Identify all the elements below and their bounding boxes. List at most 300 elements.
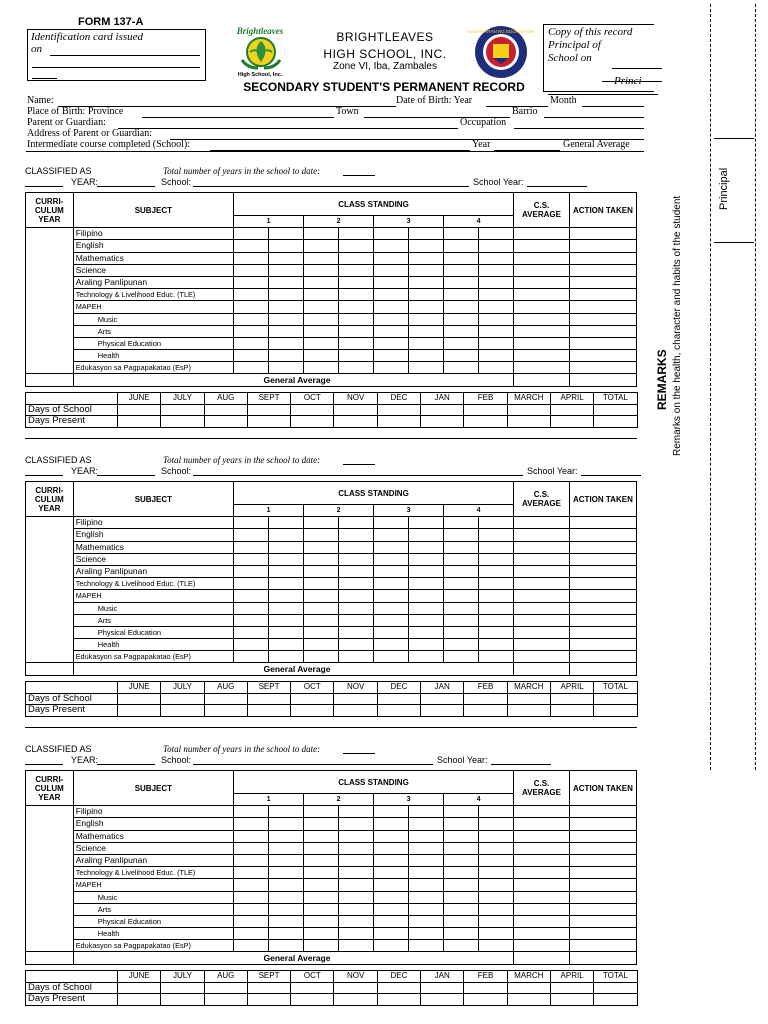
grade-cell[interactable] bbox=[514, 541, 570, 553]
grade-cell[interactable] bbox=[444, 590, 479, 602]
grade-cell[interactable] bbox=[304, 565, 339, 577]
grade-cell[interactable] bbox=[339, 830, 374, 842]
grade-cell[interactable] bbox=[444, 301, 479, 313]
grade-cell[interactable] bbox=[374, 529, 409, 541]
grade-cell[interactable] bbox=[374, 891, 409, 903]
id-line-3[interactable] bbox=[32, 78, 57, 79]
grade-cell[interactable] bbox=[269, 289, 304, 301]
grade-cell[interactable] bbox=[304, 337, 339, 349]
days-present-cell[interactable] bbox=[247, 416, 290, 428]
grade-cell[interactable] bbox=[304, 626, 339, 638]
grade-cell[interactable] bbox=[479, 350, 514, 362]
grade-cell[interactable] bbox=[374, 517, 409, 529]
grade-cell[interactable] bbox=[569, 276, 636, 288]
days-of-school-cell[interactable] bbox=[464, 404, 507, 416]
grade-cell[interactable] bbox=[444, 842, 479, 854]
days-of-school-cell[interactable] bbox=[204, 693, 247, 705]
grade-cell[interactable] bbox=[479, 879, 514, 891]
grade-cell[interactable] bbox=[304, 264, 339, 276]
grade-cell[interactable] bbox=[374, 276, 409, 288]
school-year-field[interactable] bbox=[491, 764, 551, 765]
grade-cell[interactable] bbox=[374, 867, 409, 879]
grade-cell[interactable] bbox=[374, 842, 409, 854]
grade-cell[interactable] bbox=[269, 362, 304, 374]
grade-cell[interactable] bbox=[304, 553, 339, 565]
grade-cell[interactable] bbox=[234, 940, 269, 952]
days-present-cell[interactable] bbox=[204, 705, 247, 717]
grade-cell[interactable] bbox=[374, 325, 409, 337]
grade-cell[interactable] bbox=[234, 228, 269, 240]
grade-cell[interactable] bbox=[339, 879, 374, 891]
days-present-cell[interactable] bbox=[550, 416, 593, 428]
grade-cell[interactable] bbox=[304, 651, 339, 663]
grade-cell[interactable] bbox=[304, 529, 339, 541]
days-present-cell[interactable] bbox=[377, 705, 420, 717]
grade-cell[interactable] bbox=[339, 517, 374, 529]
grade-cell[interactable] bbox=[409, 578, 444, 590]
grade-cell[interactable] bbox=[409, 228, 444, 240]
grade-cell[interactable] bbox=[514, 337, 570, 349]
grade-cell[interactable] bbox=[269, 313, 304, 325]
grade-cell[interactable] bbox=[444, 325, 479, 337]
grade-cell[interactable] bbox=[569, 313, 636, 325]
grade-cell[interactable] bbox=[409, 289, 444, 301]
grade-cell[interactable] bbox=[569, 517, 636, 529]
grade-cell[interactable] bbox=[304, 252, 339, 264]
days-present-cell[interactable] bbox=[377, 416, 420, 428]
grade-cell[interactable] bbox=[479, 240, 514, 252]
days-present-cell[interactable] bbox=[247, 705, 290, 717]
grade-cell[interactable] bbox=[479, 854, 514, 866]
grade-cell[interactable] bbox=[479, 602, 514, 614]
grade-cell[interactable] bbox=[234, 276, 269, 288]
grade-cell[interactable] bbox=[339, 602, 374, 614]
grade-cell[interactable] bbox=[339, 529, 374, 541]
grade-cell[interactable] bbox=[339, 639, 374, 651]
grade-cell[interactable] bbox=[444, 915, 479, 927]
copy-school-line[interactable] bbox=[602, 81, 662, 82]
grade-cell[interactable] bbox=[234, 830, 269, 842]
days-present-cell[interactable] bbox=[334, 416, 377, 428]
grade-cell[interactable] bbox=[304, 362, 339, 374]
grade-cell[interactable] bbox=[374, 337, 409, 349]
grade-cell[interactable] bbox=[234, 915, 269, 927]
grade-cell[interactable] bbox=[514, 915, 570, 927]
grade-cell[interactable] bbox=[269, 301, 304, 313]
school-year-field[interactable] bbox=[527, 186, 587, 187]
grade-cell[interactable] bbox=[569, 879, 636, 891]
days-present-cell[interactable] bbox=[594, 994, 637, 1006]
grade-cell[interactable] bbox=[304, 350, 339, 362]
grade-cell[interactable] bbox=[569, 590, 636, 602]
general-average-action-cell[interactable] bbox=[569, 374, 636, 386]
grade-cell[interactable] bbox=[479, 614, 514, 626]
grade-cell[interactable] bbox=[569, 578, 636, 590]
school-field[interactable] bbox=[193, 475, 523, 476]
grade-cell[interactable] bbox=[514, 325, 570, 337]
grade-cell[interactable] bbox=[479, 818, 514, 830]
grade-cell[interactable] bbox=[569, 651, 636, 663]
grade-cell[interactable] bbox=[479, 301, 514, 313]
general-average-action-cell[interactable] bbox=[569, 663, 636, 675]
grade-cell[interactable] bbox=[234, 553, 269, 565]
grade-cell[interactable] bbox=[339, 325, 374, 337]
grade-cell[interactable] bbox=[234, 590, 269, 602]
days-present-cell[interactable] bbox=[594, 705, 637, 717]
grade-cell[interactable] bbox=[269, 614, 304, 626]
days-of-school-cell[interactable] bbox=[334, 404, 377, 416]
curriculum-year-cell[interactable] bbox=[26, 517, 74, 663]
grade-cell[interactable] bbox=[374, 915, 409, 927]
general-average-cell[interactable] bbox=[514, 952, 570, 964]
grade-cell[interactable] bbox=[514, 928, 570, 940]
id-line-1[interactable] bbox=[50, 55, 200, 56]
year-field[interactable] bbox=[97, 186, 155, 187]
grade-cell[interactable] bbox=[479, 806, 514, 818]
year-field[interactable] bbox=[97, 475, 155, 476]
days-present-cell[interactable] bbox=[421, 705, 464, 717]
grade-cell[interactable] bbox=[514, 651, 570, 663]
days-of-school-cell[interactable] bbox=[550, 982, 593, 994]
grade-cell[interactable] bbox=[304, 301, 339, 313]
grade-cell[interactable] bbox=[514, 626, 570, 638]
dob-month-field[interactable] bbox=[582, 106, 644, 107]
general-average-cell[interactable] bbox=[514, 374, 570, 386]
grade-cell[interactable] bbox=[269, 602, 304, 614]
grade-cell[interactable] bbox=[374, 818, 409, 830]
days-present-cell[interactable] bbox=[464, 705, 507, 717]
grade-cell[interactable] bbox=[304, 940, 339, 952]
grade-cell[interactable] bbox=[339, 590, 374, 602]
school-year-field[interactable] bbox=[581, 475, 641, 476]
grade-cell[interactable] bbox=[409, 240, 444, 252]
grade-cell[interactable] bbox=[479, 830, 514, 842]
grade-cell[interactable] bbox=[234, 289, 269, 301]
grade-cell[interactable] bbox=[339, 301, 374, 313]
grade-cell[interactable] bbox=[444, 529, 479, 541]
grade-cell[interactable] bbox=[269, 337, 304, 349]
grade-cell[interactable] bbox=[374, 854, 409, 866]
grade-cell[interactable] bbox=[569, 639, 636, 651]
grade-cell[interactable] bbox=[569, 325, 636, 337]
grade-cell[interactable] bbox=[409, 830, 444, 842]
grade-cell[interactable] bbox=[234, 651, 269, 663]
days-present-cell[interactable] bbox=[377, 994, 420, 1006]
grade-cell[interactable] bbox=[269, 228, 304, 240]
grade-cell[interactable] bbox=[514, 313, 570, 325]
grade-cell[interactable] bbox=[374, 313, 409, 325]
grade-cell[interactable] bbox=[409, 818, 444, 830]
grade-cell[interactable] bbox=[339, 842, 374, 854]
grade-cell[interactable] bbox=[514, 264, 570, 276]
grade-cell[interactable] bbox=[374, 289, 409, 301]
grade-cell[interactable] bbox=[339, 289, 374, 301]
grade-cell[interactable] bbox=[514, 565, 570, 577]
grade-cell[interactable] bbox=[444, 228, 479, 240]
school-field[interactable] bbox=[193, 764, 433, 765]
grade-cell[interactable] bbox=[479, 565, 514, 577]
grade-cell[interactable] bbox=[304, 879, 339, 891]
grade-cell[interactable] bbox=[514, 301, 570, 313]
days-present-cell[interactable] bbox=[291, 994, 334, 1006]
grade-cell[interactable] bbox=[409, 565, 444, 577]
grade-cell[interactable] bbox=[409, 252, 444, 264]
grade-cell[interactable] bbox=[374, 240, 409, 252]
days-of-school-cell[interactable] bbox=[421, 404, 464, 416]
grade-cell[interactable] bbox=[339, 915, 374, 927]
grade-cell[interactable] bbox=[339, 553, 374, 565]
grade-cell[interactable] bbox=[514, 362, 570, 374]
grade-cell[interactable] bbox=[409, 614, 444, 626]
grade-cell[interactable] bbox=[339, 940, 374, 952]
grade-cell[interactable] bbox=[514, 276, 570, 288]
grade-cell[interactable] bbox=[234, 252, 269, 264]
grade-cell[interactable] bbox=[304, 854, 339, 866]
grade-cell[interactable] bbox=[304, 578, 339, 590]
grade-cell[interactable] bbox=[479, 842, 514, 854]
grade-cell[interactable] bbox=[569, 915, 636, 927]
grade-cell[interactable] bbox=[514, 806, 570, 818]
grade-cell[interactable] bbox=[304, 276, 339, 288]
grade-cell[interactable] bbox=[374, 879, 409, 891]
grade-cell[interactable] bbox=[514, 842, 570, 854]
grade-cell[interactable] bbox=[569, 264, 636, 276]
grade-cell[interactable] bbox=[269, 325, 304, 337]
grade-cell[interactable] bbox=[374, 830, 409, 842]
grade-cell[interactable] bbox=[269, 240, 304, 252]
grade-cell[interactable] bbox=[569, 903, 636, 915]
grade-cell[interactable] bbox=[374, 565, 409, 577]
grade-cell[interactable] bbox=[374, 553, 409, 565]
days-of-school-cell[interactable] bbox=[161, 982, 204, 994]
grade-cell[interactable] bbox=[409, 626, 444, 638]
grade-cell[interactable] bbox=[269, 264, 304, 276]
grade-cell[interactable] bbox=[444, 854, 479, 866]
days-of-school-cell[interactable] bbox=[550, 404, 593, 416]
days-present-cell[interactable] bbox=[550, 705, 593, 717]
grade-cell[interactable] bbox=[304, 590, 339, 602]
days-of-school-cell[interactable] bbox=[118, 982, 161, 994]
grade-cell[interactable] bbox=[444, 264, 479, 276]
grade-cell[interactable] bbox=[444, 639, 479, 651]
grade-cell[interactable] bbox=[444, 626, 479, 638]
grade-cell[interactable] bbox=[569, 529, 636, 541]
days-of-school-cell[interactable] bbox=[247, 404, 290, 416]
grade-cell[interactable] bbox=[374, 590, 409, 602]
days-of-school-cell[interactable] bbox=[377, 693, 420, 705]
grade-cell[interactable] bbox=[339, 806, 374, 818]
grade-cell[interactable] bbox=[569, 940, 636, 952]
grade-cell[interactable] bbox=[409, 325, 444, 337]
grade-cell[interactable] bbox=[304, 830, 339, 842]
total-years-field[interactable] bbox=[343, 464, 375, 465]
id-line-2[interactable] bbox=[32, 67, 200, 68]
grade-cell[interactable] bbox=[339, 578, 374, 590]
grade-cell[interactable] bbox=[409, 301, 444, 313]
grade-cell[interactable] bbox=[514, 867, 570, 879]
grade-cell[interactable] bbox=[479, 891, 514, 903]
grade-cell[interactable] bbox=[234, 842, 269, 854]
grade-cell[interactable] bbox=[374, 614, 409, 626]
grade-cell[interactable] bbox=[234, 903, 269, 915]
grade-cell[interactable] bbox=[269, 891, 304, 903]
grade-cell[interactable] bbox=[269, 854, 304, 866]
days-present-cell[interactable] bbox=[247, 994, 290, 1006]
grade-cell[interactable] bbox=[374, 350, 409, 362]
grade-cell[interactable] bbox=[514, 639, 570, 651]
grade-cell[interactable] bbox=[479, 553, 514, 565]
grade-cell[interactable] bbox=[304, 240, 339, 252]
grade-cell[interactable] bbox=[339, 928, 374, 940]
grade-cell[interactable] bbox=[339, 626, 374, 638]
grade-cell[interactable] bbox=[479, 264, 514, 276]
grade-cell[interactable] bbox=[409, 879, 444, 891]
grade-cell[interactable] bbox=[269, 651, 304, 663]
grade-cell[interactable] bbox=[234, 614, 269, 626]
grade-cell[interactable] bbox=[514, 602, 570, 614]
grade-cell[interactable] bbox=[269, 879, 304, 891]
grade-cell[interactable] bbox=[234, 639, 269, 651]
grade-cell[interactable] bbox=[444, 602, 479, 614]
grade-cell[interactable] bbox=[409, 806, 444, 818]
grade-cell[interactable] bbox=[374, 252, 409, 264]
grade-cell[interactable] bbox=[514, 854, 570, 866]
grade-cell[interactable] bbox=[269, 818, 304, 830]
days-present-cell[interactable] bbox=[464, 994, 507, 1006]
grade-cell[interactable] bbox=[339, 264, 374, 276]
grade-cell[interactable] bbox=[479, 529, 514, 541]
grade-cell[interactable] bbox=[479, 517, 514, 529]
pob-province-field[interactable] bbox=[142, 117, 334, 118]
days-of-school-cell[interactable] bbox=[291, 693, 334, 705]
grade-cell[interactable] bbox=[444, 818, 479, 830]
grade-cell[interactable] bbox=[444, 830, 479, 842]
grade-cell[interactable] bbox=[479, 252, 514, 264]
grade-cell[interactable] bbox=[269, 806, 304, 818]
grade-cell[interactable] bbox=[339, 854, 374, 866]
days-present-cell[interactable] bbox=[507, 994, 550, 1006]
grade-cell[interactable] bbox=[269, 553, 304, 565]
grade-cell[interactable] bbox=[304, 614, 339, 626]
grade-cell[interactable] bbox=[304, 867, 339, 879]
grade-cell[interactable] bbox=[514, 818, 570, 830]
grade-cell[interactable] bbox=[479, 915, 514, 927]
grade-cell[interactable] bbox=[409, 903, 444, 915]
grade-cell[interactable] bbox=[234, 313, 269, 325]
grade-cell[interactable] bbox=[569, 252, 636, 264]
grade-cell[interactable] bbox=[514, 578, 570, 590]
days-of-school-cell[interactable] bbox=[594, 404, 637, 416]
grade-cell[interactable] bbox=[234, 867, 269, 879]
parent-field[interactable] bbox=[118, 128, 458, 129]
grade-cell[interactable] bbox=[304, 517, 339, 529]
grade-cell[interactable] bbox=[339, 313, 374, 325]
grade-cell[interactable] bbox=[569, 350, 636, 362]
grade-cell[interactable] bbox=[339, 228, 374, 240]
grade-cell[interactable] bbox=[479, 651, 514, 663]
days-of-school-cell[interactable] bbox=[204, 982, 247, 994]
grade-cell[interactable] bbox=[339, 818, 374, 830]
grade-cell[interactable] bbox=[234, 818, 269, 830]
classified-as-field[interactable] bbox=[25, 764, 63, 765]
occupation-field[interactable] bbox=[514, 128, 644, 129]
grade-cell[interactable] bbox=[234, 529, 269, 541]
grade-cell[interactable] bbox=[409, 337, 444, 349]
grade-cell[interactable] bbox=[444, 578, 479, 590]
grade-cell[interactable] bbox=[234, 240, 269, 252]
grade-cell[interactable] bbox=[339, 903, 374, 915]
days-of-school-cell[interactable] bbox=[118, 693, 161, 705]
days-present-cell[interactable] bbox=[204, 416, 247, 428]
days-of-school-cell[interactable] bbox=[377, 404, 420, 416]
days-present-cell[interactable] bbox=[118, 416, 161, 428]
grade-cell[interactable] bbox=[514, 228, 570, 240]
grade-cell[interactable] bbox=[514, 891, 570, 903]
grade-cell[interactable] bbox=[409, 915, 444, 927]
grade-cell[interactable] bbox=[374, 903, 409, 915]
days-present-cell[interactable] bbox=[161, 994, 204, 1006]
grade-cell[interactable] bbox=[269, 639, 304, 651]
grade-cell[interactable] bbox=[374, 264, 409, 276]
grade-cell[interactable] bbox=[339, 565, 374, 577]
grade-cell[interactable] bbox=[444, 614, 479, 626]
grade-cell[interactable] bbox=[444, 891, 479, 903]
grade-cell[interactable] bbox=[569, 928, 636, 940]
pob-barrio-field[interactable] bbox=[544, 117, 644, 118]
grade-cell[interactable] bbox=[339, 891, 374, 903]
curriculum-year-cell[interactable] bbox=[26, 228, 74, 374]
grade-cell[interactable] bbox=[374, 541, 409, 553]
grade-cell[interactable] bbox=[479, 578, 514, 590]
grade-cell[interactable] bbox=[304, 903, 339, 915]
grade-cell[interactable] bbox=[269, 626, 304, 638]
grade-cell[interactable] bbox=[339, 651, 374, 663]
grade-cell[interactable] bbox=[339, 240, 374, 252]
grade-cell[interactable] bbox=[304, 228, 339, 240]
grade-cell[interactable] bbox=[444, 940, 479, 952]
grade-cell[interactable] bbox=[339, 362, 374, 374]
grade-cell[interactable] bbox=[444, 928, 479, 940]
days-present-cell[interactable] bbox=[291, 416, 334, 428]
grade-cell[interactable] bbox=[234, 602, 269, 614]
grade-cell[interactable] bbox=[444, 879, 479, 891]
days-present-cell[interactable] bbox=[334, 994, 377, 1006]
grade-cell[interactable] bbox=[234, 626, 269, 638]
total-years-field[interactable] bbox=[343, 753, 375, 754]
grade-cell[interactable] bbox=[269, 541, 304, 553]
grade-cell[interactable] bbox=[234, 565, 269, 577]
days-present-cell[interactable] bbox=[161, 416, 204, 428]
grade-cell[interactable] bbox=[269, 928, 304, 940]
grade-cell[interactable] bbox=[479, 940, 514, 952]
grade-cell[interactable] bbox=[304, 891, 339, 903]
curriculum-year-cell[interactable] bbox=[26, 806, 74, 952]
grade-cell[interactable] bbox=[569, 626, 636, 638]
days-of-school-cell[interactable] bbox=[161, 404, 204, 416]
grade-cell[interactable] bbox=[569, 553, 636, 565]
days-present-cell[interactable] bbox=[204, 994, 247, 1006]
grade-cell[interactable] bbox=[569, 289, 636, 301]
days-present-cell[interactable] bbox=[550, 994, 593, 1006]
days-of-school-cell[interactable] bbox=[464, 693, 507, 705]
grade-cell[interactable] bbox=[479, 228, 514, 240]
days-of-school-cell[interactable] bbox=[507, 693, 550, 705]
days-of-school-cell[interactable] bbox=[594, 982, 637, 994]
grade-cell[interactable] bbox=[479, 626, 514, 638]
grade-cell[interactable] bbox=[409, 940, 444, 952]
grade-cell[interactable] bbox=[269, 276, 304, 288]
grade-cell[interactable] bbox=[269, 590, 304, 602]
